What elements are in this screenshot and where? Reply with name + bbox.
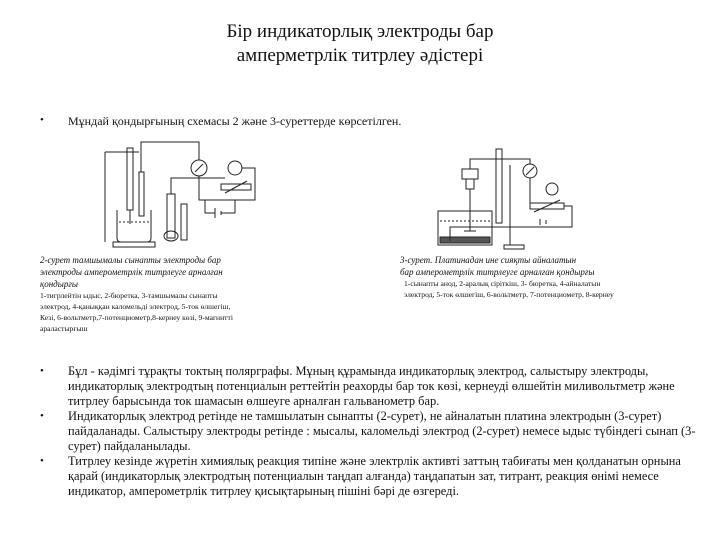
figure-3-caption-line: 3-сурет. Платинадан ине сияқты айналатын xyxy=(400,255,577,265)
figure-3-legend-line: 1-сынапты анод, 2-аралық сіріткіш, 3- бюретка, 4-айналатын xyxy=(404,279,601,288)
page-title-line-2: амперметрлік титрлеу әдістері xyxy=(236,45,484,66)
bullet-marker: • xyxy=(40,365,44,377)
figure-2-caption-line: қондырғы xyxy=(40,279,78,289)
bullet-marker: • xyxy=(40,455,44,467)
bullet-paragraph-3: Титрлеу кезінде жүретін химиялық реакция типіне және электрлік активті заттың табиғаты мен қолданатын орнына қарай (индикаторлық электродтың потенциалын таңдап алғанда) таңдапатын зат, титрант, реакция өнімі немесе индикатор, амперометрлік титрлеу қисықтарының пішіні бәрі де өзгереді. xyxy=(68,454,681,498)
figure-2-legend-line: электрод, 4-қаныққан каломельді электрод, 5-ток өлшегіш, xyxy=(40,302,231,311)
bullet-marker: • xyxy=(40,410,44,422)
figure-2-caption-line: 2-сурет тамшымалы сынапты электроды бар xyxy=(40,255,221,265)
intro-text: Мұндай қондырғының схемасы 2 және 3-суреттерде көрсетілген. xyxy=(68,114,402,128)
bullet-paragraph-1: Бұл - кәдімгі тұрақты токтың полярграфы. Мұның құрамында индикаторлық электрод, салыстыру электроды, индикаторлық электродтың потенциалын реттейтін реахорды бар ток көзі, кернеуді өлшейтін миливольтметр және титрлеу барысында ток шамасын өлшеуге арналған гальванометр бар. xyxy=(68,364,675,408)
figure-2-caption-line: электроды амперометрлік титрлеуге арналған xyxy=(40,267,223,277)
bullet-marker: • xyxy=(40,114,44,126)
bullet-paragraph-2: Индикаторлық электрод ретінде не тамшылатын сынапты (2-сурет), не айналатын платина электродын (3-сурет) пайдаланады. Салыстыру электроды ретінде : мысалы, каломельді электрод (2-сурет) немесе ыдыс түбіндегі сынап (3-сурет) пайдаланылады. xyxy=(68,409,696,453)
figure-2-legend-line: Кезі, 6-вольтметр,7-потенциометр,8-кернеу көзі, 9-магнитті xyxy=(40,313,233,322)
figure-3-legend-line: электрод, 5-ток өлшегіш, 6-вольтметр, 7-потенциометр, 8-кернеу xyxy=(404,290,614,299)
figure-2-legend-line: 1-тигрлейтін ыдыс, 2-бюретка, 3-тамшымалы сынапты xyxy=(40,291,218,300)
figure-2-caption xyxy=(40,254,310,334)
page-title-line-1: Бір индикаторлық электроды бар xyxy=(226,21,494,42)
figure-3-caption-line: бар амперометрлік титрлеуге арналған қондырғы xyxy=(400,267,595,277)
figure-3-apparatus-diagram xyxy=(430,145,580,250)
figure-3-caption xyxy=(400,254,700,300)
figure-2-legend-line: араластырғыш xyxy=(40,324,88,333)
figure-2-apparatus-diagram xyxy=(95,138,270,250)
